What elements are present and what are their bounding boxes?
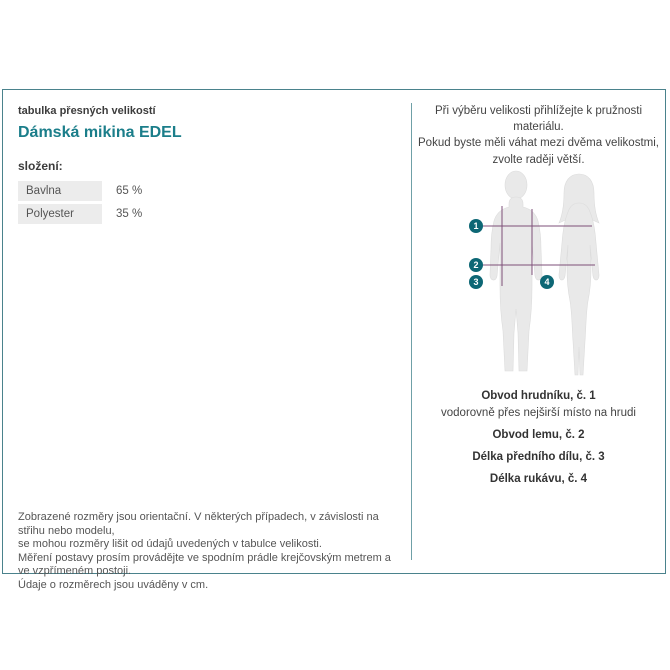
note-line: Zobrazené rozměry jsou orientační. V některých případech, v závislosti na střihu nebo modelu, — [18, 511, 379, 537]
female-silhouette-figure — [559, 174, 599, 375]
left-panel — [3, 90, 411, 591]
advice-line: zvolte raději větší. — [492, 153, 585, 166]
marker-4-badge — [540, 275, 554, 289]
male-silhouette-figure — [490, 171, 542, 371]
marker-3-number: 3 — [473, 277, 479, 288]
marker-1-badge — [469, 219, 483, 233]
page-title: Dámská mikina EDEL — [18, 124, 182, 141]
marker-2-number: 2 — [473, 260, 479, 271]
measurement-label: Obvod lemu, č. 2 — [492, 429, 585, 441]
measurement-label: Délka rukávu, č. 4 — [489, 473, 588, 485]
material-percent-value: 35 % — [116, 208, 143, 220]
table-row — [18, 181, 411, 201]
note-line: Měření postavy prosím provádějte ve spodním prádle krejčovským metrem a ve vzpřímeném postoji. — [18, 551, 391, 577]
advice-line: Pokud byste měli váhat mezi dvěma velikostmi, — [418, 137, 659, 150]
marker-3-badge — [469, 275, 483, 289]
composition-table — [18, 181, 411, 224]
note-line: Údaje o rozměrech jsou uváděny v cm. — [18, 578, 209, 591]
table-row — [18, 204, 411, 224]
disclaimer-notes — [18, 511, 401, 592]
marker-4-number: 4 — [544, 277, 550, 288]
measurement-legend — [412, 390, 665, 485]
note-line: se mohou rozměry lišit od údajů uvedených v tabulce velikosti. — [18, 538, 322, 550]
size-chart-sheet — [2, 89, 666, 591]
fit-advice — [412, 103, 665, 168]
marker-1-number: 1 — [473, 221, 479, 232]
material-name-cell: Bavlna — [18, 181, 102, 201]
marker-2-badge — [469, 258, 483, 272]
measurement-label: Délka předního dílu, č. 3 — [472, 451, 605, 463]
advice-line: Při výběru velikosti přihlížejte k pružnosti materiálu. — [434, 105, 643, 134]
measurement-label: Obvod hrudníku, č. 1 — [481, 390, 596, 402]
measurement-description: vodorovně přes nejširší místo na hrudi — [441, 407, 636, 419]
material-name-cell: Polyester — [18, 204, 102, 224]
composition-heading: složení: — [18, 159, 63, 173]
material-percent-value: 65 % — [116, 185, 143, 197]
eyebrow-label: tabulka přesných velikostí — [18, 105, 156, 117]
measurement-diagram — [451, 164, 651, 376]
right-panel — [412, 90, 665, 573]
